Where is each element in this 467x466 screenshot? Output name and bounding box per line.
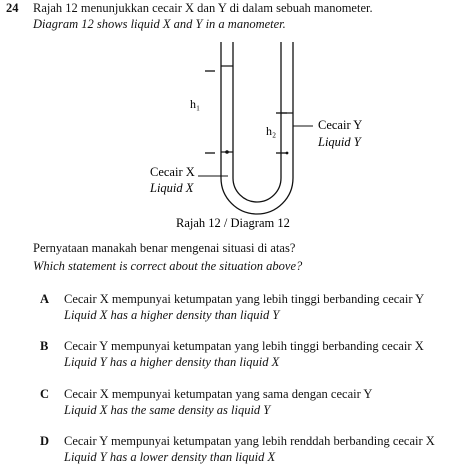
prompt-malay: Pernyataan manakah benar mengenai situasi di atas?	[33, 241, 296, 255]
h2-label: h₂	[266, 124, 277, 138]
u-tube-inner-wall	[233, 42, 281, 202]
question-number: 24	[6, 1, 19, 15]
liquid-y-label-english: Liquid Y	[318, 135, 361, 149]
prompt-english: Which statement is correct about the situation above?	[33, 259, 303, 273]
option-text-malay: Cecair Y mempunyai ketumpatan yang lebih renddah berbanding cecair X	[64, 434, 435, 448]
option-letter: D	[40, 434, 50, 448]
diagram-caption: Rajah 12 / Diagram 12	[176, 216, 290, 230]
option-text-english: Liquid Y has a lower density than liquid X	[64, 450, 276, 464]
h1-label: h₁	[190, 97, 201, 111]
liquid-x-label-english: Liquid X	[150, 181, 194, 195]
option-text-malay: Cecair Y mempunyai ketumpatan yang lebih tinggi berbanding cecair X	[64, 339, 424, 353]
option-text-english: Liquid X has a higher density than liquid Y	[64, 308, 280, 322]
option-letter: A	[40, 292, 50, 306]
option-text-malay: Cecair X mempunyai ketumpatan yang lebih tinggi berbanding cecair Y	[64, 292, 425, 306]
option-letter: B	[40, 339, 49, 353]
interface-point-left	[225, 150, 229, 154]
liquid-x-label-malay: Cecair X	[150, 165, 195, 179]
option-text-english: Liquid X has the same density as liquid Y	[64, 403, 271, 417]
liquid-y-label-malay: Cecair Y	[318, 118, 363, 132]
level-point-right	[286, 152, 289, 155]
option-letter: C	[40, 387, 50, 401]
option-text-english: Liquid Y has a higher density than liquid X	[64, 355, 280, 369]
question-stem-malay: Rajah 12 menunjukkan cecair X dan Y di dalam sebuah manometer.	[33, 1, 373, 15]
u-tube-outer-wall	[221, 42, 293, 214]
option-text-malay: Cecair X mempunyai ketumpatan yang sama dengan cecair Y	[64, 387, 373, 401]
question-stem-english: Diagram 12 shows liquid X and Y in a manometer.	[33, 17, 286, 31]
